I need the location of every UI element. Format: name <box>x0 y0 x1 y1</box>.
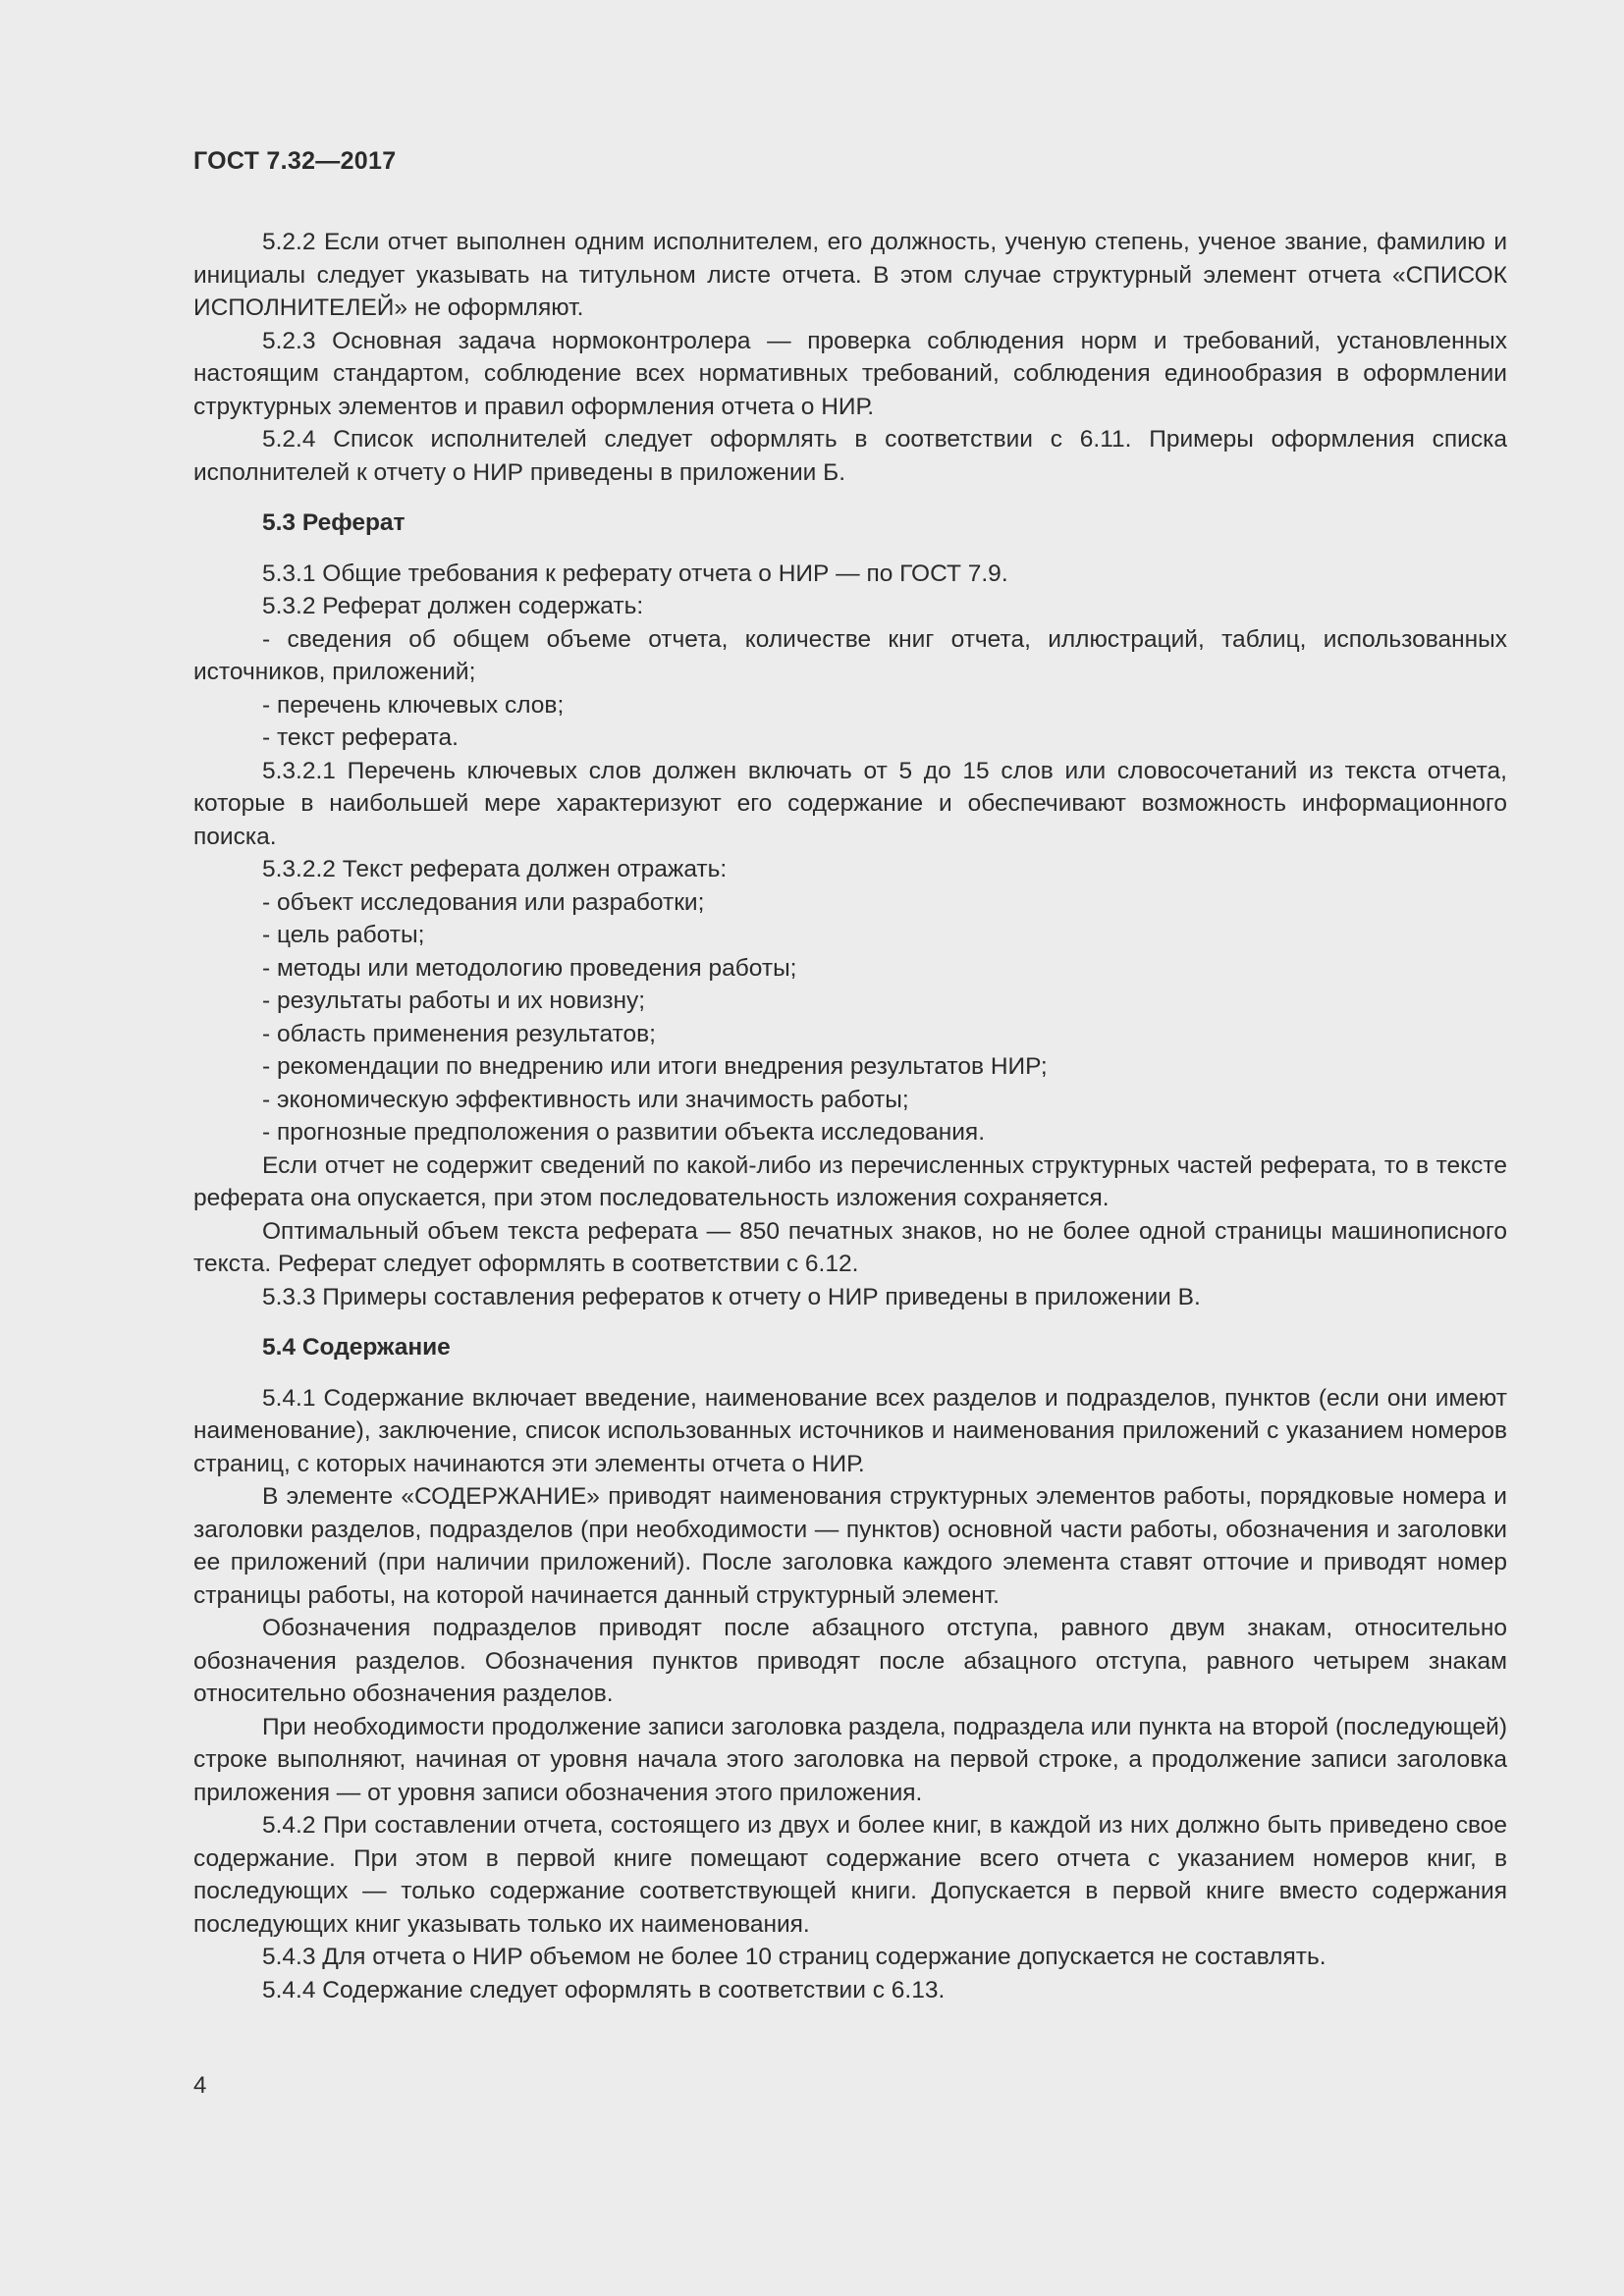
paragraph-5-3-2-1: 5.3.2.1 Перечень ключевых слов должен включать от 5 до 15 слов или словосочетаний из текста отчета, которые в наибольшей мере характеризуют его содержание и обеспечивают возможность информационного поиска. <box>193 757 1507 850</box>
section-heading-5-4: 5.4 Содержание <box>262 1334 451 1361</box>
paragraph-5-3-2-2: 5.3.2.2 Текст реферата должен отражать: <box>262 856 728 882</box>
list-item: - методы или методологию проведения работы; <box>262 954 797 982</box>
paragraph-5-3-3: 5.3.3 Примеры составления рефератов к отчету о НИР приведены в приложении В. <box>262 1283 1201 1310</box>
paragraph-5-2-2: 5.2.2 Если отчет выполнен одним исполнителем, его должность, ученую степень, ученое звание, фамилию и инициалы следует указывать на титульном листе отчета. В этом случае структурный элемент отчета «СПИСОК ИСПОЛНИТЕЛЕЙ» не оформляют. <box>193 229 1507 321</box>
paragraph-contents-element: В элементе «СОДЕРЖАНИЕ» приводят наименования структурных элементов работы, порядковые номера и заголовки разделов, подразделов (при необходимости — пунктов) основной части работы, обозначения и заголовки ее приложений (при наличии приложений). После заголовка каждого элемента ставят отточие и приводят номер страницы работы, на которой начинается данный структурный элемент. <box>193 1483 1507 1609</box>
document-body <box>193 226 1507 2006</box>
paragraph-5-4-2: 5.4.2 При составлении отчета, состоящего из двух и более книг, в каждой из них должно быть приведено свое содержание. При этом в первой книге помещают содержание всего отчета с указанием номеров книг, в последующих — только содержание соответствующей книги. Допускается в первой книге вместо содержания последующих книг указывать только их наименования. <box>193 1812 1507 1938</box>
list-item: - область применения результатов; <box>262 1020 656 1047</box>
paragraph-5-4-4: 5.4.4 Содержание следует оформлять в соответствии с 6.13. <box>262 1976 946 2003</box>
paragraph-5-3-1: 5.3.1 Общие требования к реферату отчета о НИР — по ГОСТ 7.9. <box>262 560 1008 587</box>
list-item: - прогнозные предположения о развитии объекта исследования. <box>262 1119 986 1146</box>
section-heading-5-3: 5.3 Реферат <box>262 509 406 536</box>
paragraph-5-2-3: 5.2.3 Основная задача нормоконтролера — проверка соблюдения норм и требований, установленных настоящим стандартом, соблюдение всех нормативных требований, соблюдения единообразия в оформлении структурных элементов и правил оформления отчета о НИР. <box>193 327 1507 420</box>
paragraph-continuation: При необходимости продолжение записи заголовка раздела, подраздела или пункта на второй (последующей) строке выполняют, начиная от уровня начала этого заголовка на первой строке, а продолжение записи заголовка приложения — от уровня записи обозначения этого приложения. <box>193 1713 1507 1806</box>
list-item: - сведения об общем объеме отчета, количестве книг отчета, иллюстраций, таблиц, использованных источников, приложений; <box>193 625 1507 685</box>
list-item: - объект исследования или разработки; <box>262 888 705 916</box>
list-item: - экономическую эффективность или значимость работы; <box>262 1086 909 1113</box>
paragraph-5-4-1: 5.4.1 Содержание включает введение, наименование всех разделов и подразделов, пунктов (если они имеют наименование), заключение, список использованных источников и наименования приложений с указанием номеров страниц, с которых начинаются эти элементы отчета о НИР. <box>193 1384 1507 1477</box>
page-number: 4 <box>193 2072 207 2099</box>
list-item: - текст реферата. <box>262 724 459 751</box>
list-item: - цель работы; <box>262 922 425 948</box>
list-item: - результаты работы и их новизну; <box>262 988 646 1014</box>
paragraph-5-3-2: 5.3.2 Реферат должен содержать: <box>262 593 644 619</box>
paragraph-5-2-4: 5.2.4 Список исполнителей следует оформлять в соответствии с 6.11. Примеры оформления списка исполнителей к отчету о НИР приведены в приложении Б. <box>193 426 1507 486</box>
paragraph-designations: Обозначения подразделов приводят после абзацного отступа, равного двум знакам, относительно обозначения разделов. Обозначения пунктов приводят после абзацного отступа, равного четырем знакам относительно обозначения разделов. <box>193 1615 1507 1707</box>
list-item: - перечень ключевых слов; <box>262 691 565 719</box>
paragraph-volume-note: Оптимальный объем текста реферата — 850 печатных знаков, но не более одной страницы машинописного текста. Реферат следует оформлять в соответствии с 6.12. <box>193 1217 1507 1277</box>
paragraph-5-4-3: 5.4.3 Для отчета о НИР объемом не более 10 страниц содержание допускается не составлять. <box>262 1944 1326 1970</box>
list-item: - рекомендации по внедрению или итоги внедрения результатов НИР; <box>262 1053 1048 1080</box>
document-header: ГОСТ 7.32—2017 <box>193 147 397 175</box>
paragraph-omit-note: Если отчет не содержит сведений по какой-либо из перечисленных структурных частей реферата, то в тексте реферата она опускается, при этом последовательность изложения сохраняется. <box>193 1151 1507 1211</box>
